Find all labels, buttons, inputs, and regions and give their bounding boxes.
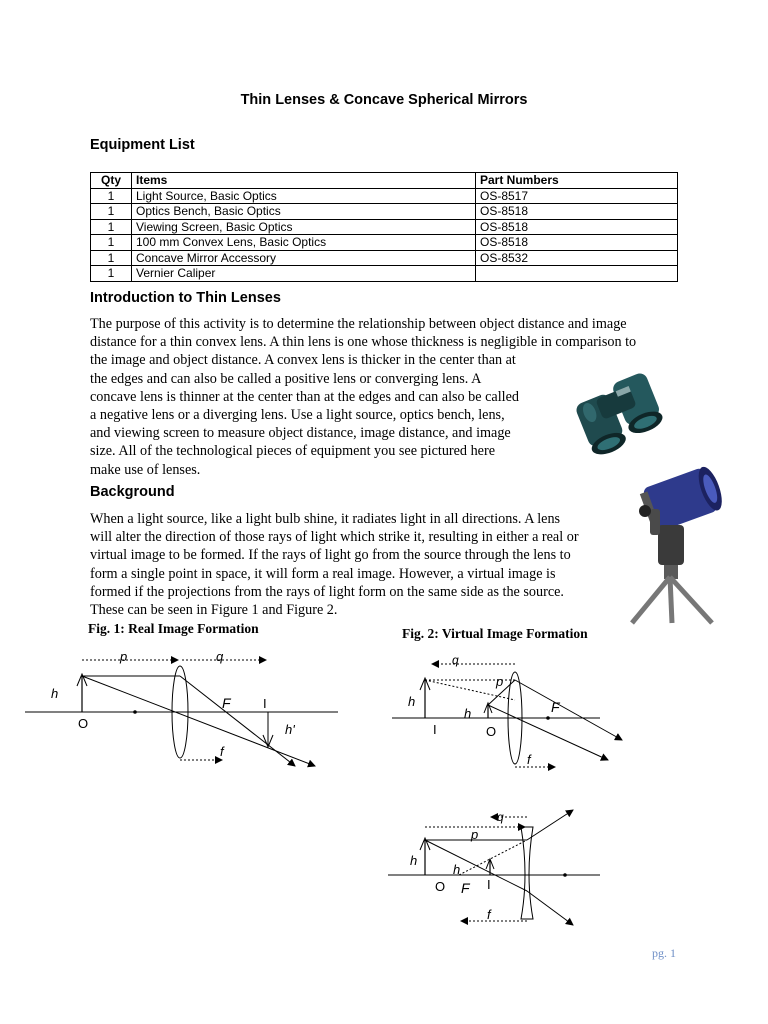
- fig3-label-q: q: [497, 810, 504, 824]
- background-line: will alter the direction of those rays of light which strike it, resulting in either a real or: [90, 529, 579, 546]
- fig1-label-F: F: [222, 695, 231, 711]
- binoculars-image: [560, 360, 685, 455]
- table-row: [91, 235, 678, 251]
- fig1-label-hprime: h': [285, 722, 295, 737]
- header-items: Items: [132, 173, 476, 189]
- item-cell: 100 mm Convex Lens, Basic Optics: [132, 235, 476, 251]
- fig3-label-hi: h: [453, 862, 461, 877]
- qty-cell: 1: [91, 235, 132, 251]
- fig1-caption: Fig. 1: Real Image Formation: [88, 621, 259, 636]
- page-number: pg. 1: [652, 946, 676, 960]
- qty-cell: 1: [91, 188, 132, 204]
- equipment-table: [90, 172, 678, 282]
- background-line: formed if the projections from the rays of light form on the same side as the source.: [90, 583, 564, 600]
- qty-cell: 1: [91, 219, 132, 235]
- intro-line: size. All of the technological pieces of equipment you see pictured here: [90, 443, 495, 460]
- background-paragraph: [90, 510, 650, 619]
- header-part-numbers: Part Numbers: [476, 173, 678, 189]
- table-row: [91, 250, 678, 266]
- fig1-label-f: f: [220, 744, 224, 759]
- part-number-cell: [476, 266, 678, 282]
- part-number-cell: OS-8532: [476, 250, 678, 266]
- fig2-label-I: I: [433, 722, 437, 737]
- background-line: When a light source, like a light bulb shine, it radiates light in all directions. A lens: [90, 511, 561, 527]
- fig1-label-p: p: [120, 649, 128, 664]
- item-cell: Light Source, Basic Optics: [132, 188, 476, 204]
- item-cell: Viewing Screen, Basic Optics: [132, 219, 476, 235]
- background-line: form a single point in space, it will form a real image. However, a virtual image is: [90, 565, 556, 582]
- fig1-diagram: [20, 640, 350, 780]
- equipment-heading: Equipment List: [90, 137, 195, 153]
- table-row: [91, 188, 678, 204]
- header-qty: Qty: [91, 173, 132, 189]
- fig1-label-h: h: [51, 686, 59, 701]
- fig3-label-f: f: [487, 907, 491, 922]
- part-number-cell: OS-8518: [476, 219, 678, 235]
- fig2-label-F: F: [551, 699, 560, 715]
- table-header-row: [91, 173, 678, 189]
- fig3-label-I: I: [487, 877, 491, 892]
- fig2-label-p: p: [496, 674, 504, 689]
- fig2-label-O: O: [486, 724, 497, 739]
- page-title: Thin Lenses & Concave Spherical Mirrors: [240, 92, 528, 108]
- table-row: [91, 219, 678, 235]
- table-row: [91, 204, 678, 220]
- fig1-label-I: I: [263, 696, 267, 711]
- part-number-cell: OS-8518: [476, 235, 678, 251]
- intro-line: concave lens is thinner at the center than at the edges and can also be called: [90, 388, 519, 405]
- intro-line: a negative lens or a diverging lens. Use a light source, optics bench, lens,: [90, 407, 505, 424]
- background-heading: Background: [90, 484, 175, 500]
- fig3-label-p: p: [471, 827, 479, 842]
- background-line: These can be seen in Figure 1 and Figure 2.: [90, 602, 338, 619]
- item-cell: Concave Mirror Accessory: [132, 250, 476, 266]
- qty-cell: 1: [91, 266, 132, 282]
- fig2-label-h: h: [408, 694, 416, 709]
- fig2-label-hi: h: [464, 706, 472, 721]
- intro-line: The purpose of this activity is to determine the relationship between object distance and image: [90, 316, 627, 332]
- fig2-caption: Fig. 2: Virtual Image Formation: [402, 626, 588, 641]
- qty-cell: 1: [91, 204, 132, 220]
- part-number-cell: OS-8518: [476, 204, 678, 220]
- item-cell: Optics Bench, Basic Optics: [132, 204, 476, 220]
- fig3-label-F: F: [461, 880, 470, 896]
- fig1-label-q: q: [216, 649, 224, 664]
- intro-line: make use of lenses.: [90, 461, 201, 478]
- intro-line: the edges and can also be called a positive lens or converging lens. A: [90, 370, 482, 387]
- background-line: virtual image to be formed. If the rays of light go from the source through the lens to: [90, 547, 571, 564]
- part-number-cell: OS-8517: [476, 188, 678, 204]
- fig3-label-O: O: [435, 879, 446, 894]
- table-row: [91, 266, 678, 282]
- intro-heading: Introduction to Thin Lenses: [90, 290, 281, 306]
- qty-cell: 1: [91, 250, 132, 266]
- fig3-label-h: h: [410, 853, 418, 868]
- fig1-label-O: O: [78, 716, 89, 731]
- fig2-label-f: f: [527, 752, 531, 767]
- item-cell: Vernier Caliper: [132, 266, 476, 282]
- intro-line: and viewing screen to measure object distance, image distance, and image: [90, 425, 511, 442]
- fig2-diagram: [390, 650, 640, 775]
- fig3-diagram: [385, 805, 615, 935]
- intro-line: the image and object distance. A convex lens is thicker in the center than at: [90, 352, 516, 369]
- intro-line: distance for a thin convex lens. A thin lens is one whose thickness is negligible in comparison to: [90, 334, 637, 351]
- fig2-label-q: q: [452, 653, 459, 667]
